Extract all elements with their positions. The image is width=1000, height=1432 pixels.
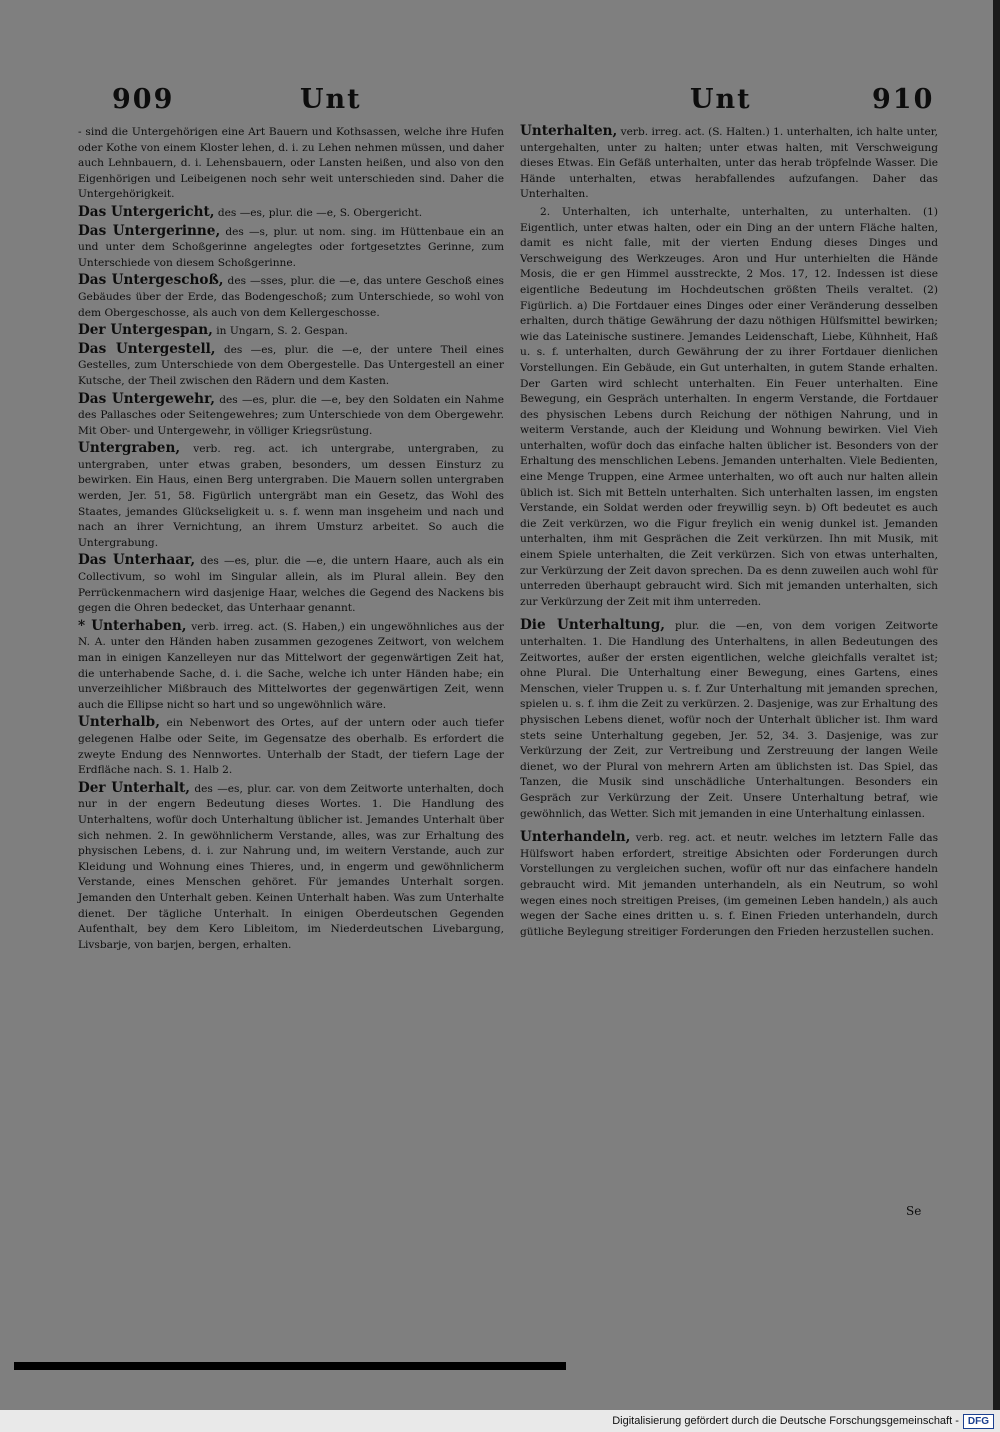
dictionary-entry — [78, 553, 504, 616]
entry-text: verb. reg. act. et neutr. welches im letztern Falle das Hülfswort haben erfordert, streitige Absichten oder Forderungen durch Vorstellungen zu vergleichen suchen, wofür oft nur das einfachere handeln gebraucht wird. Mit jemanden unterhandeln, als ein Neutrum, so wohl wegen eines noch streitigen Preises, (im gemeinen Leben handeln,) als auch wegen der Sache eines dritten u. s. f. Einen Frieden unterhandeln, durch gütliche Beylegung streitiger Forderungen den Frieden herzustellen suchen. — [520, 832, 938, 938]
dictionary-entry — [78, 781, 504, 954]
scan-edge-bar — [14, 1362, 566, 1370]
entry-headword: Das Untergeschoß, — [78, 272, 224, 289]
entry-text: 2. Unterhalten, ich unterhalte, unterhalten, zu unterhalten. (1) Eigentlich, unter etwas halten, oder ein Ding an der untern Fläche halten, damit es nicht falle, mit der vierten Endung dieses Dinges und Verschweigung des Werkzeuges. Aron und Hur unterhielten die Hände Mosis, die er gen Himmel ausstreckte, 2 Mos. 17, 12. Indessen ist diese eigentliche Bedeutung im Hochdeutschen größten Theils veraltet. (2) Figürlich. a) Die Fortdauer eines Dinges oder einer Veränderung desselben erhalten, durch thätige Gewährung der dazu nöthigen Hülfsmittel bewirken; wie das Lateinische sustinere. Jemandes Leidenschaft, Liebe, Kühnheit, Haß u. s. f. unterhalten, durch Gewährung der zu ihrer Fortdauer dienlichen Vorstellungen. Ein Gebäude, ein Gut unterhalten, in gutem Stande erhalten. Der Garten wird schlecht unterhalten. Ein Feuer unterhalten. Eine Bewegung, ein Gespräch unterhalten. In engerm Verstande, die Fortdauer des physischen Lebens durch Reichung der nöthigen Nahrung, und in weiterm Verstande, auch der Kleidung und Wohnung bewirken. Viel Vieh unterhalten, wofür doch das einfache halten üblicher ist. Besonders von der Erhaltung des menschlichen Lebens. Jemanden unterhalten. Viele Bedienten, eine Menge Truppen, eine Armee unterhalten, wo oft auch nur halten allein üblich ist. Sich mit Betteln unterhalten. Sich unterhalten lassen, im engsten Verstande, ein Soldat werden oder freywillig seyn. b) Oft bedeutet es auch die Zeit verkürzen, wo die Figur freylich ein wenig dunkel ist. Jemanden unterhalten, ihm mit Gesprächen die Zeit verkürzen. Ihn mit Musik, mit einem Spiele unterhalten, die Zeit verkürzen. Sich von etwas unterhalten, zur Verkürzung der Zeit davon sprechen. Da es denn zuweilen auch wohl für unterreden überhaupt gebraucht wird. Sich mit jemanden unterhalten, sich zur Verkürzung der Zeit mit ihm unterreden. — [520, 205, 938, 608]
entry-text: plur. die —en, von dem vorigen Zeitworte unterhalten. 1. Die Handlung des Unterhaltens, in allen Bedeutungen des Zeitwortes, außer der ersten eigentlichen, welche gleichfalls veraltet ist; ohne Plural. Die Unterhaltung einer Bewegung, eines Gartens, eines Menschen, vieler Truppen u. s. f. Zur Unterhaltung mit jemanden sprechen, spielen u. s. f. ihm die Zeit zu verkürzen. 2. Dasjenige, was zur Erhaltung des physischen Lebens dienet, wofür noch der Unterhalt üblicher ist. Ihm ward stets seine Unterhaltung gegeben, Jer. 52, 34. 3. Dasjenige, was zur Verkürzung der Zeit, zur Vertreibung und Zerstreuung der langen Weile dienet, wo der Plural von mehrern Arten am üblichsten ist. Das Spiel, das Tanzen, die Musik sind unschädliche Unterhaltungen. Besonders ein Gespräch zur Verkürzung der Zeit. Unsere Unterhaltung betraf, wie gewöhnlich, das Wetter. Sich mit jemanden in eine Unterhaltung einlassen. — [520, 620, 938, 820]
entry-text: in Ungarn, S. 2. Gespan. — [216, 325, 348, 338]
entry-headword: Die Unterhaltung, — [520, 617, 665, 634]
left-text-column — [78, 124, 504, 955]
page-number-right: 910 — [872, 84, 935, 115]
dictionary-entry — [78, 342, 504, 390]
dictionary-entry — [78, 124, 504, 203]
dictionary-entry — [520, 124, 938, 203]
entry-headword: Unterhandeln, — [520, 829, 631, 846]
entry-text: ein Nebenwort des Ortes, auf der untern oder auch tiefer gelegenen Halbe oder Seite, im Gegensatze des oberhalb. Es erfordert die zweyte Endung des Nennwortes. Unterhalb der Stadt, der tiefern Lage der Erdfläche nach. S. 1. Halb 2. — [78, 717, 504, 777]
entry-headword: Das Untergericht, — [78, 203, 215, 220]
entry-text: des —es, plur. die —e, bey den Soldaten ein Nahme des Pallasches oder Seitengewehres; zum Unterschiede von dem Obergewehr. Mit Ober- und Untergewehr, in völliger Kriegsrüstung. — [78, 393, 504, 437]
entry-headword: Der Untergespan, — [78, 322, 213, 339]
entry-text: des —es, plur. die —e, der untere Theil eines Gestelles, zum Unterschiede von dem Obergestelle. Das Untergestell an einer Kutsche, der Theil zwischen den Rädern und dem Kasten. — [78, 343, 504, 387]
entry-text: verb. reg. act. ich untergrabe, untergraben, zu untergraben, unter etwas graben, besonders, um dessen Einsturz zu bewirken. Ein Haus, einen Berg untergraben. Die Mauern sollen untergraben werden, Jer. 51, 58. Figürlich untergräbt man ein Gesetz, das Wohl des Staates, jemandes Glückseligkeit u. s. f. wenn man insgeheim und nach und nach an ihrer Vernichtung, an ihrem Umsturz arbeitet. So auch die Untergrabung. — [78, 443, 504, 549]
dfg-logo: DFG — [963, 1414, 994, 1429]
dictionary-entry — [520, 830, 938, 940]
entry-headword: Das Untergerinne, — [78, 222, 221, 239]
dictionary-entry — [78, 323, 504, 340]
entry-headword: Unterhalb, — [78, 714, 160, 731]
dictionary-entry — [520, 205, 938, 610]
entry-text: verb. irreg. act. (S. Haben,) ein ungewöhnliches aus der N. A. unter den Händen haben zusammen gezogenes Zeitwort, von welchem man in einigen Kanzelleyen nur das Mittelwort der gegenwärtigen Zeit hat, die unterhabende Sache, d. i. die Sache, welche ich unter Händen habe; ein unverzeihlicher Mißbrauch des Mittelwortes der gegenwärtigen Zeit, wenn auch die Ellipse nicht so hart und so ungewöhnlich wäre. — [78, 620, 504, 711]
running-head-left: Unt — [300, 84, 362, 115]
entry-headword: Das Untergestell, — [78, 340, 216, 357]
entry-headword: Der Unterhalt, — [78, 779, 191, 796]
scan-edge-right — [993, 0, 1000, 1432]
catchword: Se — [906, 1204, 922, 1218]
entry-text: des —es, plur. die —e, die untern Haare, auch als ein Collectivum, so wohl im Singular allein, als im Plural allein. Bey den Perrückenmachern wird dasjenige Haar, welches die Gegend des Nackens bis gegen die Ohren bedecket, das Unterhaar genannt. — [78, 555, 505, 615]
dictionary-entry — [78, 392, 504, 440]
footer-band — [0, 1410, 1000, 1432]
dictionary-entry — [78, 715, 504, 778]
page-number-left: 909 — [112, 84, 175, 115]
entry-text: des —sses, plur. die —e, das untere Geschoß eines Gebäudes über der Erde, das Bodengeschoß; zum Unterschiede, so wohl von dem Obergeschosse, als auch von dem Kellergeschosse. — [78, 275, 504, 319]
dictionary-entry — [78, 441, 504, 551]
entry-headword: Untergraben, — [78, 440, 181, 457]
entry-text: - sind die Untergehörigen eine Art Bauern und Kothsassen, welche ihre Hufen oder Kothe von einem Kloster lehen, d. i. zu Lehen nehmen müssen, und daher auch Lehnbauern, d. i. Lehensbauern, oder Lansten heißen, und also von den Eigenhörigen und Leibeigenen noch sehr weit unterschieden sind. Daher die Untergehörigkeit. — [78, 126, 504, 201]
right-text-column — [520, 124, 938, 942]
dictionary-entry — [78, 205, 504, 222]
dictionary-entry — [78, 224, 504, 272]
dictionary-entry — [78, 619, 504, 714]
entry-text: des —s, plur. ut nom. sing. im Hüttenbaue ein an und unter dem Schoßgerinne angelegtes oder fortgesetztes Gerinne, zum Unterschiede von diesem Schoßgerinne. — [78, 225, 504, 269]
entry-text: des —es, plur. die —e, S. Obergericht. — [217, 206, 423, 219]
entry-headword: * Unterhaben, — [78, 617, 187, 634]
dictionary-entry — [520, 618, 938, 822]
entry-headword: Das Untergewehr, — [78, 390, 215, 407]
dictionary-entry — [78, 273, 504, 321]
funding-note: Digitalisierung gefördert durch die Deutsche Forschungsgemeinschaft - — [612, 1415, 959, 1427]
entry-text: des —es, plur. car. von dem Zeitworte unterhalten, doch nur in der engern Bedeutung dieses Wortes. 1. Die Handlung des Unterhaltens, wofür doch Unterhaltung üblicher ist. Jemandes Unterhalt über sich nehmen. 2. In gewöhnlicherm Verstande, alles, was zur Erhaltung des physischen Lebens, d. i. zur Nahrung und, im weitern Verstande, auch zur Kleidung und Wohnung eines Thieres, und, in engerm und gewöhnlicherm Verstande, eines Menschen gehöret. Für jemandes Unterhalt sorgen. Jemanden den Unterhalt geben. Keinen Unterhalt haben. Was zum Unterhalte dienet. Der tägliche Unterhalt. In einigen Oberdeutschen Gegenden Aufenthalt, bey dem Kero Libleitom, im Niederdeutschen Livebargung, Livsbarje, von barjen, bergen, erhalten. — [78, 782, 505, 951]
running-head-right: Unt — [690, 84, 752, 115]
entry-text: verb. irreg. act. (S. Halten.) 1. unterhalten, ich halte unter, untergehalten, unter zu halten; unter etwas halten, mit Verschweigung dieses Etwas. Ein Gefäß unterhalten, unter das herab tröpfelnde Wasser. Die Hände unterhalten, etwas herabfallendes aufzufangen. Daher das Unterhalten. — [520, 126, 939, 201]
entry-headword: Das Unterhaar, — [78, 552, 196, 569]
entry-headword: Unterhalten, — [520, 123, 618, 139]
